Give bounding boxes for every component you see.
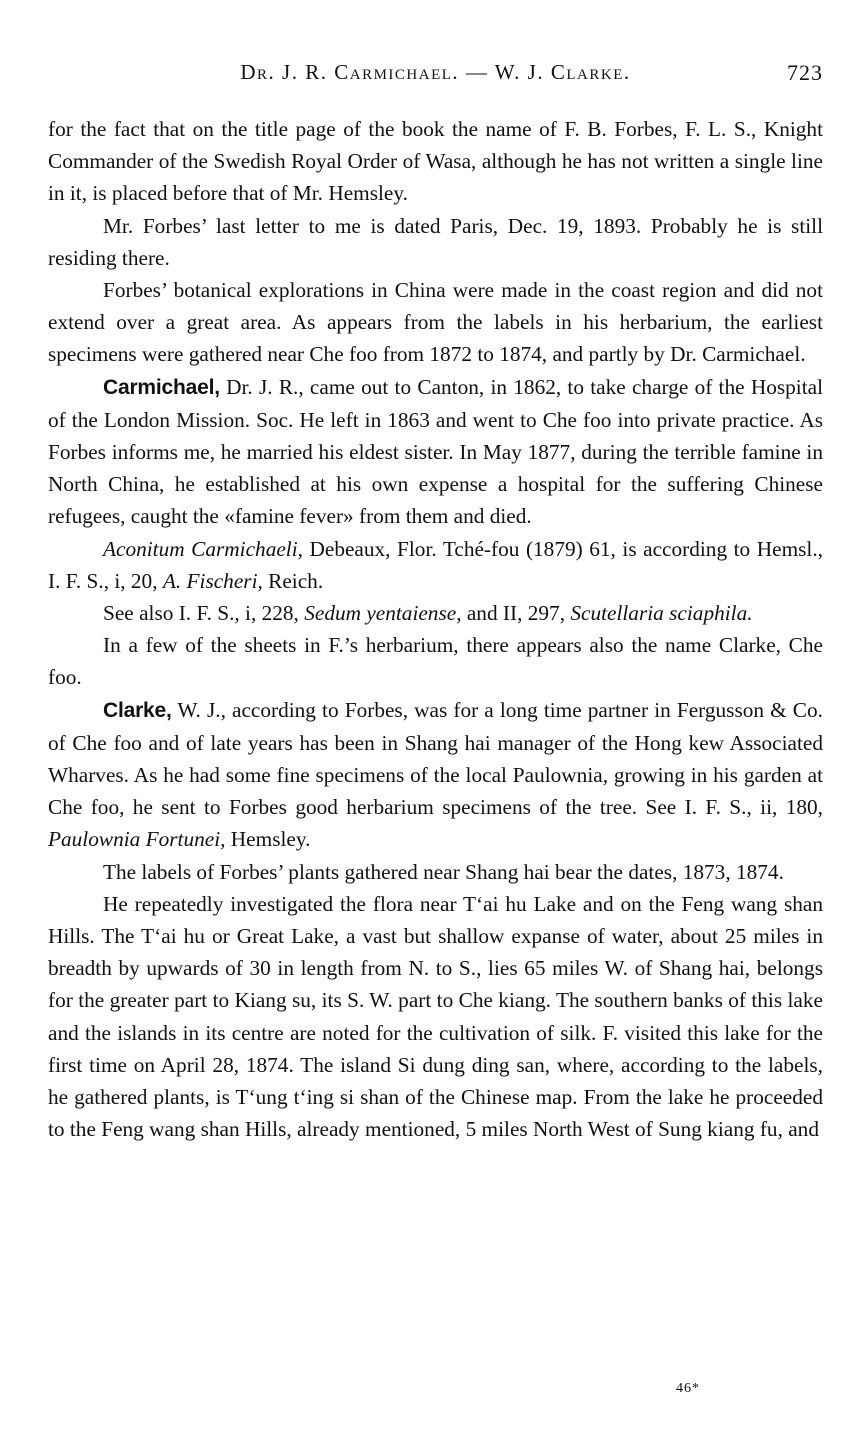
entry-heading: Carmichael, [103, 375, 220, 399]
paragraph [48, 597, 823, 629]
paragraph-text: See also I. F. S., i, 228, [103, 601, 305, 626]
paragraph-text: Hemsley. [225, 827, 311, 852]
paragraph [48, 533, 823, 597]
body-text [48, 113, 823, 1146]
paragraph: The labels of Forbes’ plants gathered near Shang hai bear the dates, 1873, 1874. [103, 859, 784, 884]
signature-mark: 46* [676, 1381, 700, 1396]
entry-text: Dr. J. R., came out to Canton, in 1862, to take charge of the Hospital of the London Mission. Soc. He left in 1863 and went to Che foo into private practice. As Forbes informs me, he married his eldest sister. In May 1877, during the terrible famine in North China, he established at his own expense a hospital for the suffering Chinese refugees, caught the «famine fever» from them and died. [48, 374, 823, 529]
paragraph: Forbes’ botanical explorations in China were made in the coast region and did not extend over a great area. As appears from the labels in his herbarium, the earliest specimens were gathered near Che foo from 1872 to 1874, and partly by Dr. Carmichael. [48, 278, 823, 367]
paragraph: In a few of the sheets in F.’s herbarium, there appears also the name Clarke, Che foo. [48, 633, 823, 690]
page-header [48, 60, 823, 90]
entry-text: W. J., according to Forbes, was for a long time partner in Fergusson & Co. of Che foo and of late years has been in Shang hai manager of the Hong kew Associated Wharves. As he had some fine specimens of the local Paulownia, growing in his garden at Che foo, he sent to Forbes good herbarium specimens of the tree. See I. F. S., ii, 180, [48, 697, 823, 820]
running-head: Dr. J. R. Carmichael. — W. J. Clarke. [240, 60, 631, 84]
paragraph-text: and II, 297, [461, 601, 571, 626]
paragraph: Mr. Forbes’ last letter to me is dated Paris, Dec. 19, 1893. Probably he is still residing there. [48, 213, 823, 270]
paragraph-text: Debeaux, Flor. Tché-fou (1879) 61, is according to Hemsl., I. F. S., i, 20, [48, 536, 823, 593]
paragraph: He repeatedly investigated the flora near Tʻai hu Lake and on the Feng wang shan Hills. The Tʻai hu or Great Lake, a vast but shallow expanse of water, about 25 miles in breadth by upwards of 30 in length from N. to S., lies 65 miles W. of Shang hai, belongs for the greater part to Kiang su, its S. W. part to Che kiang. The southern banks of this lake and the islands in its centre are noted for the cultivation of silk. F. visited this lake for the first time on April 28, 1874. The island Si dung ding san, where, according to the labels, he gathered plants, is Tʻung tʻing si shan of the Chinese map. From the lake he proceeded to the Feng wang shan Hills, already mentioned, 5 miles North West of Sung kiang fu, and [48, 891, 823, 1142]
species-name: A. Fischeri, [162, 568, 263, 593]
species-name: Aconitum Carmichaeli, [103, 536, 303, 561]
paragraph: for the fact that on the title page of the book the name of F. B. Forbes, F. L. S., Knight Commander of the Swedish Royal Order of Wasa, although he has not written a single line in it, is placed before that of Mr. Hemsley. [48, 117, 823, 206]
species-name: Scutellaria sciaphila. [570, 601, 753, 626]
entry-heading: Clarke, [103, 698, 172, 722]
paragraph-text: Reich. [262, 568, 324, 593]
entry-carmichael [48, 371, 823, 533]
species-name: Sedum yentaiense, [304, 601, 462, 626]
page-number: 723 [787, 60, 823, 85]
species-name: Paulownia Fortunei, [48, 827, 226, 852]
entry-clarke [48, 694, 823, 856]
